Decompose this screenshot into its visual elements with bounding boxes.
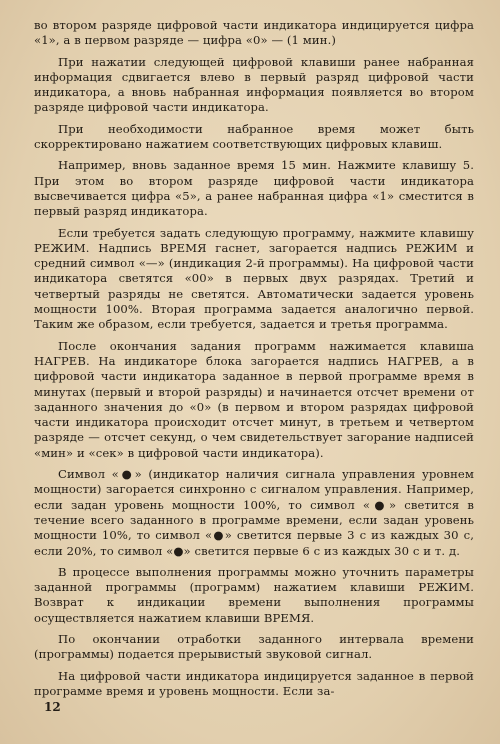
paragraph: Например, вновь заданное время 15 мин. Нажмите клавишу 5. При этом во втором разряде цифровой части индикатора высвечивается цифра «5», а ранее набранная цифра «1» сместится в первый разряд индикатора. [34, 158, 474, 219]
page-number: 12 [44, 700, 61, 714]
paragraph: При нажатии следующей цифровой клавиши ранее набранная информация сдвигается влево в первый разряд цифровой части индикатора, а вновь набранная информация появляется во втором разряде цифровой части индикатора. [34, 54, 474, 115]
paragraph: В процессе выполнения программы можно уточнить параметры заданной программы (программ) нажатием клавиши РЕЖИМ. Возврат к индикации времени выполнения программы осуществляется нажатием клавиши ВРЕМЯ. [34, 564, 474, 625]
paragraph: Символ «●» (индикатор наличия сигнала управления уровнем мощности) загорается синхронно с сигналом управления. Например, если задан уровень мощности 100%, то символ «●» светится в течение всего заданного в программе времени, если задан уровень мощности 10%, то символ «●» светится первые 3 с из каждых 30 с, если 20%, то символ «●» светится первые 6 с из каждых 30 с и т. д. [34, 467, 474, 558]
paragraph: во втором разряде цифровой части индикатора индицируется цифра «1», а в первом разряде — цифра «0» — (1 мин.) [34, 18, 474, 48]
paragraph: При необходимости набранное время может быть скорректировано нажатием соответствующих цифровых клавиш. [34, 121, 474, 152]
page-text [34, 18, 474, 705]
paragraph: Если требуется задать следующую программу, нажмите клавишу РЕЖИМ. Надпись ВРЕМЯ гаснет, загорается надпись РЕЖИМ и средний символ «—» (индикация 2-й программы). На цифровой части индикатора светятся «00» в первых двух разрядах. Третий и четвертый разряды не светятся. Автоматически задается уровень мощности 100%. Вторая программа задается аналогично первой. Таким же образом, если требуется, задается и третья программа. [34, 225, 474, 332]
paragraph: После окончания задания программ нажимается клавиша НАГРЕВ. На индикаторе блока загорается надпись НАГРЕВ, а в цифровой части индикатора заданное в первой программе время в минутах (первый и второй разряды) и начинается отсчет времени от заданного значения до «0» (в первом и втором разрядах цифровой части индикатора происходит отсчет минут, в третьем и четвертом разряде — отсчет секунд, о чем свидетельствует загорание надписей «мин» и «сек» в цифровой части индикатора). [34, 338, 474, 460]
paragraph: На цифровой части индикатора индицируется заданное в первой программе время и уровень мощности. Если за- [34, 668, 474, 698]
paragraph: По окончании отработки заданного интервала времени (программы) подается прерывистый звуковой сигнал. [34, 631, 474, 662]
